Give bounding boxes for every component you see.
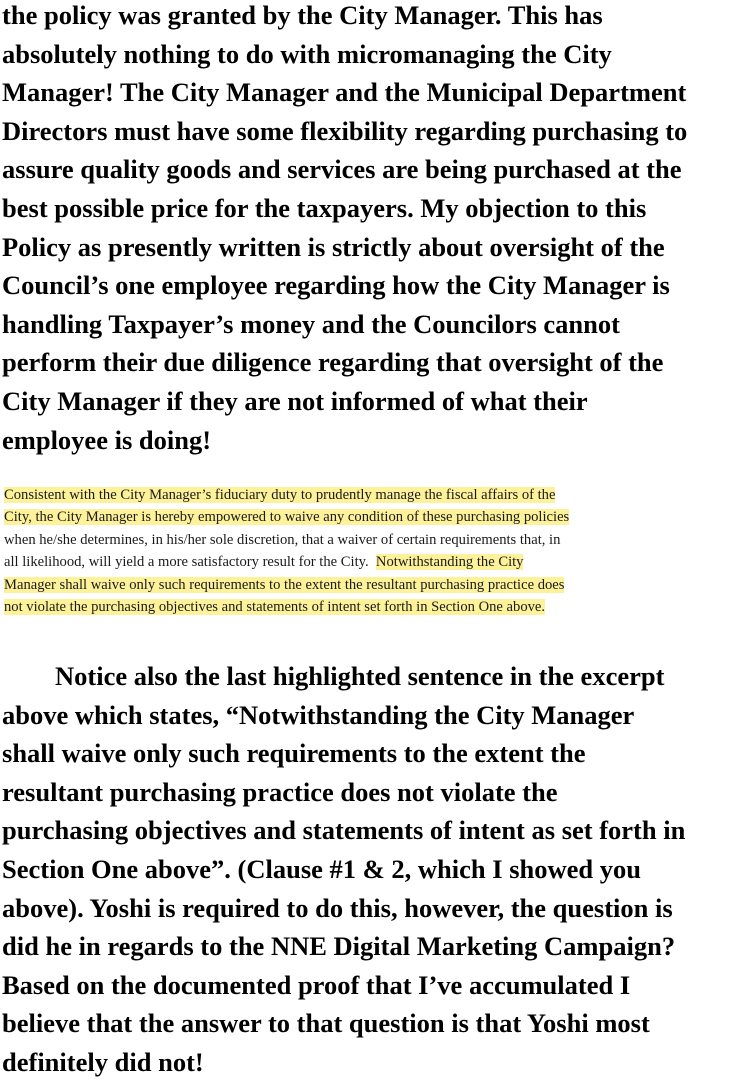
paragraph-line: above which states, “Notwithstanding the City Manager xyxy=(2,699,635,730)
paragraph-line: Policy as presently written is strictly about oversight of the xyxy=(2,231,665,262)
paragraph-line: best possible price for the taxpayers. My objection to this xyxy=(2,192,647,223)
paragraph-line: Directors must have some flexibility regarding purchasing to xyxy=(2,115,688,146)
paragraph-line: shall waive only such requirements to the extent the xyxy=(2,738,586,769)
excerpt-line xyxy=(4,506,744,528)
highlighted-text: not violate the purchasing objectives and statements of intent set forth in Section One above. xyxy=(4,599,546,616)
paragraph-line: above). Yoshi is required to do this, however, the question is xyxy=(2,892,673,923)
paragraph-line: Manager! The City Manager and the Municipal Department xyxy=(2,77,687,108)
excerpt-line xyxy=(4,574,744,596)
paragraph-line: did he in regards to the NNE Digital Marketing Campaign? xyxy=(2,931,676,962)
paragraph-line: believe that the answer to that question is that Yoshi most xyxy=(2,1008,650,1039)
highlighted-text: City, the City Manager is hereby empowered to waive any condition of these purchasing policies xyxy=(4,509,570,526)
paragraph-line: handling Taxpayer’s money and the Councilors cannot xyxy=(2,308,620,339)
paragraph-line: Section One above”. (Clause #1 & 2, which I showed you xyxy=(2,853,641,884)
paragraph-line: definitely did not! xyxy=(2,1046,204,1077)
paragraph-line: assure quality goods and services are being purchased at the xyxy=(2,154,682,185)
highlighted-text: Consistent with the City Manager’s fiduciary duty to prudently manage the fiscal affairs of the xyxy=(4,487,556,503)
paragraph-line: perform their due diligence regarding that oversight of the xyxy=(2,347,664,378)
plain-text: all likelihood, will yield a more satisfactory result for the City. xyxy=(4,554,376,571)
excerpt-line xyxy=(4,529,744,551)
excerpt-line xyxy=(4,484,744,506)
paragraph-line: Based on the documented proof that I’ve accumulated I xyxy=(2,969,631,1000)
paragraph-line: purchasing objectives and statements of intent as set forth in xyxy=(2,815,686,846)
policy-excerpt xyxy=(4,484,744,618)
plain-text: when he/she determines, in his/her sole discretion, that a waiver of certain requirements that, in xyxy=(4,531,561,548)
top-paragraph xyxy=(2,0,687,459)
paragraph-line: Council’s one employee regarding how the City Manager is xyxy=(2,270,670,301)
paragraph-line: absolutely nothing to do with micromanaging the City xyxy=(2,38,612,69)
paragraph-line: resultant purchasing practice does not violate the xyxy=(2,776,558,807)
excerpt-line xyxy=(4,551,744,573)
paragraph-line: Notice also the last highlighted sentence in the excerpt xyxy=(2,661,665,691)
highlighted-text: Manager shall waive only such requirements to the extent the resultant purchasing practice does xyxy=(4,576,565,593)
excerpt-line xyxy=(4,596,744,618)
paragraph-line: City Manager if they are not informed of what their xyxy=(2,385,588,416)
paragraph-line: employee is doing! xyxy=(2,424,212,455)
highlighted-text: Notwithstanding the City xyxy=(375,554,524,571)
bottom-paragraph xyxy=(2,657,685,1082)
paragraph-line: the policy was granted by the City Manager. This has xyxy=(2,0,603,30)
